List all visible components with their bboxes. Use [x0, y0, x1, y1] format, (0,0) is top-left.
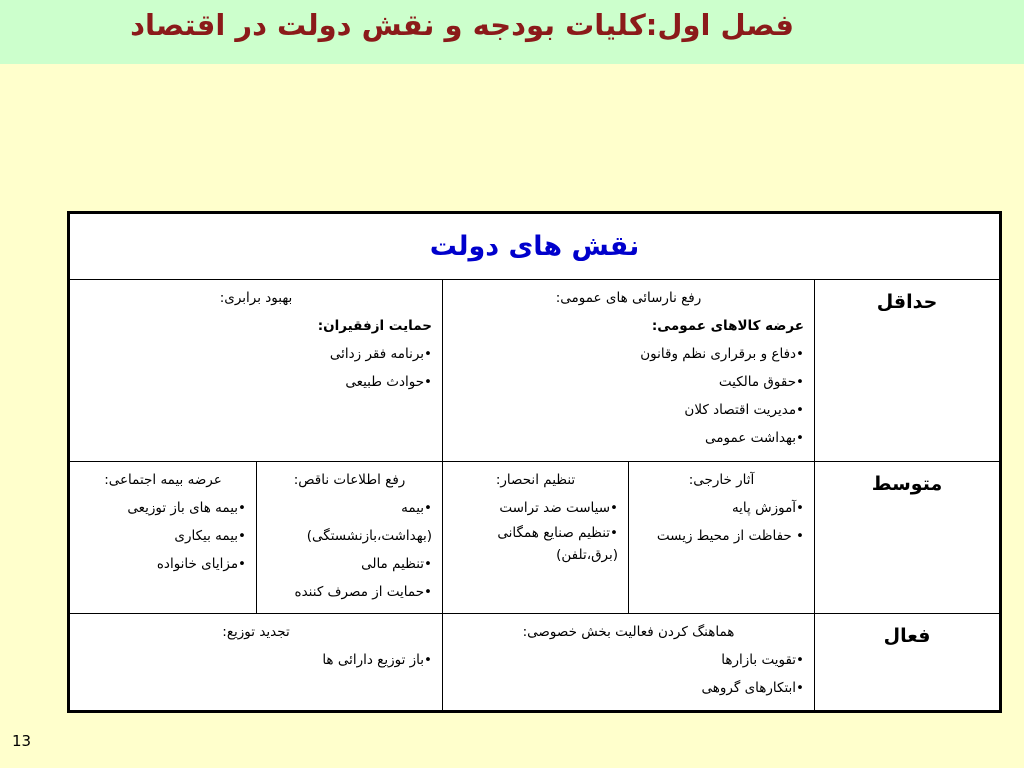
list-item: •بهداشت عمومی — [705, 430, 805, 446]
list-item: • حفاظت از محیط زیست — [656, 528, 805, 544]
intermediate-social-insurance-cell — [69, 462, 257, 614]
cell-heading: رفع نارسائی های عمومی: — [555, 290, 702, 306]
list-item: •حمایت از مصرف کننده — [294, 584, 433, 600]
list-item: •تنظیم صنایع همگانی (برق،تلفن) — [497, 525, 619, 563]
cell-heading: آثار خارجی: — [688, 472, 755, 488]
cell-heading: رفع اطلاعات ناقص: — [293, 472, 406, 488]
government-roles-table — [67, 211, 1002, 713]
list-item: •برنامه فقر زدائی — [329, 346, 433, 362]
table-row-minimal — [69, 280, 1001, 462]
list-item: •آموزش پایه — [731, 500, 805, 516]
list-item: •سیاست ضد تراست — [499, 500, 619, 516]
list-item: (بهداشت،بازنشستگی) — [306, 528, 433, 544]
list-item: •بیمه — [401, 500, 433, 516]
list-item: •مدیریت اقتصاد کلان — [684, 402, 805, 418]
table-row-intermediate — [69, 462, 1001, 614]
list-item: •ابتکارهای گروهی — [701, 680, 805, 696]
level-minimal: حداقل — [815, 280, 1001, 462]
list-item: •حوادث طبیعی — [345, 374, 433, 390]
list-item: •مزایای خانواده — [156, 556, 247, 572]
list-item: •تنظیم مالی — [361, 556, 433, 572]
table-row-active — [69, 614, 1001, 712]
intermediate-externalities-cell — [629, 462, 815, 614]
list-item: •باز توزیع دارائی ها — [322, 652, 433, 668]
table-header-row — [69, 213, 1001, 280]
cell-subheading: عرضه کالاهای عمومی: — [651, 318, 805, 334]
intermediate-information-cell — [257, 462, 443, 614]
minimal-market-failures-cell — [443, 280, 815, 462]
title-bar — [0, 0, 1024, 64]
table-header: نقش های دولت — [69, 213, 1001, 280]
list-item: •بیمه های باز توزیعی — [127, 500, 247, 516]
intermediate-monopoly-cell — [443, 462, 629, 614]
slide-title: فصل اول:کلیات بودجه و نقش دولت در اقتصاد — [130, 8, 794, 42]
list-item: •حقوق مالکیت — [718, 374, 805, 390]
cell-heading: عرضه بیمه اجتماعی: — [104, 472, 222, 488]
cell-heading: تنظیم انحصار: — [495, 472, 576, 488]
cell-heading: تجدید توزیع: — [222, 624, 290, 640]
level-active: فعال — [815, 614, 1001, 712]
page-number: 13 — [12, 732, 32, 750]
cell-heading: بهبود برابری: — [219, 290, 293, 306]
list-item: •دفاع و برقراری نظم وقانون — [640, 346, 805, 362]
cell-heading: هماهنگ کردن فعالیت بخش خصوصی: — [522, 624, 735, 640]
level-intermediate: متوسط — [815, 462, 1001, 614]
cell-subheading: حمایت ازفقیران: — [317, 318, 433, 334]
active-coordination-cell — [443, 614, 815, 712]
minimal-equity-cell — [69, 280, 443, 462]
list-item: •تقویت بازارها — [721, 652, 805, 668]
list-item: •بیمه بیکاری — [174, 528, 247, 544]
active-redistribution-cell — [69, 614, 443, 712]
